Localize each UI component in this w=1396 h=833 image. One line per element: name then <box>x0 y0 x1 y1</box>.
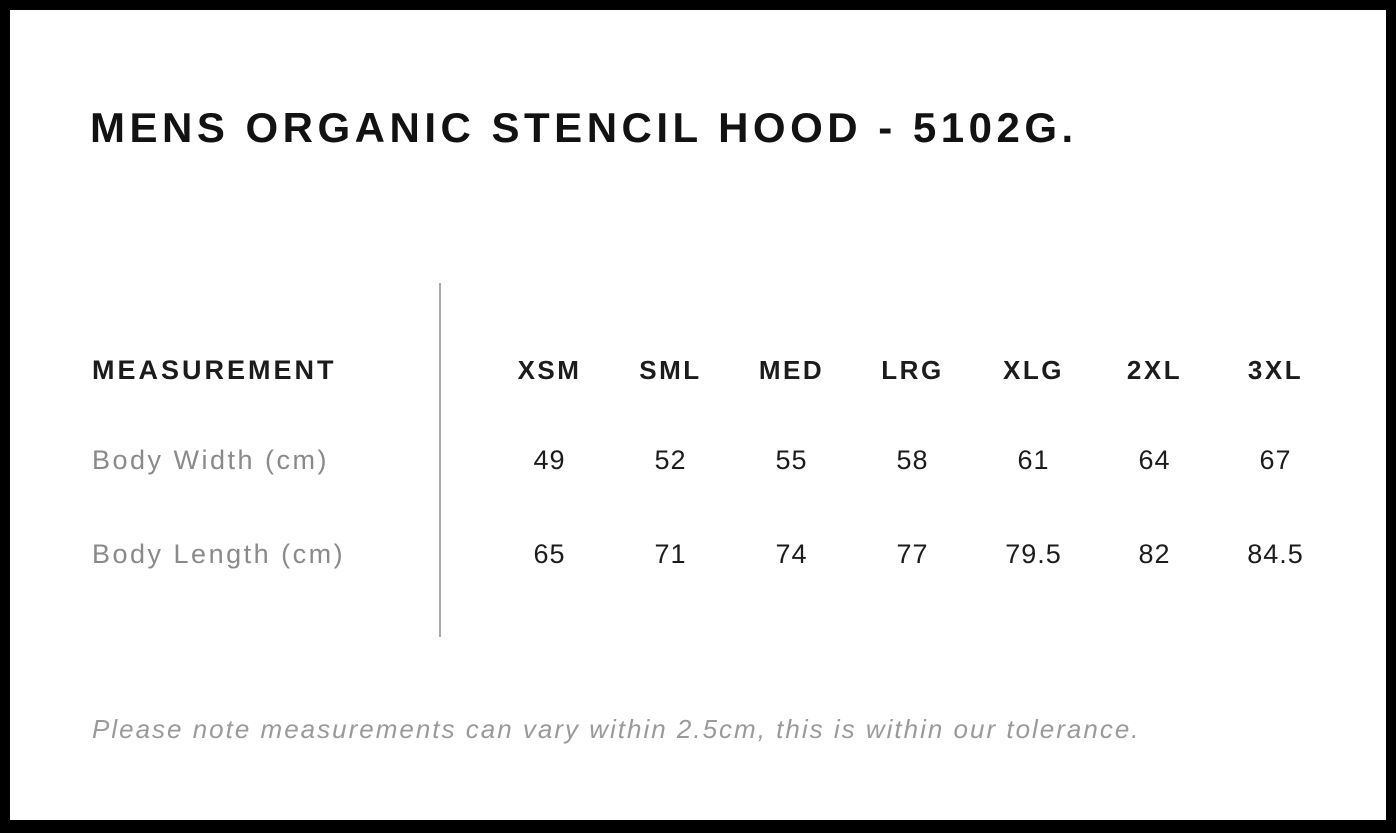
body-width-value-xlg: 61 <box>1017 444 1050 475</box>
body-length-value-lrg: 77 <box>896 538 929 569</box>
body-length-value-2xl: 82 <box>1138 538 1171 569</box>
size-table-header-row <box>92 350 1336 390</box>
size-column-header-xsm: XSM <box>517 354 582 385</box>
frame-border-right <box>1386 0 1396 833</box>
body-length-value-3xl: 84.5 <box>1247 538 1304 569</box>
size-column-header-sml: SML <box>639 354 702 385</box>
size-column-header-xlg: XLG <box>1003 354 1064 385</box>
size-column-header-2xl: 2XL <box>1126 354 1183 385</box>
body-width-value-2xl: 64 <box>1138 444 1171 475</box>
tolerance-footnote: Please note measurements can vary within 2.5cm, this is within our tolerance. <box>92 714 1141 744</box>
body-length-value-xlg: 79.5 <box>1005 538 1062 569</box>
body-length-value-med: 74 <box>775 538 808 569</box>
row-label-body-length: Body Length (cm) <box>92 538 346 569</box>
measurement-column-header: MEASUREMENT <box>92 354 337 385</box>
body-width-value-sml: 52 <box>654 444 687 475</box>
table-row-body-width <box>92 440 1336 480</box>
frame-border-left <box>0 0 10 833</box>
size-column-header-med: MED <box>758 354 825 385</box>
size-column-header-lrg: LRG <box>881 354 944 385</box>
frame-border-top <box>0 0 1396 10</box>
body-width-value-lrg: 58 <box>896 444 929 475</box>
table-row-body-length <box>92 534 1336 574</box>
body-width-value-3xl: 67 <box>1259 444 1292 475</box>
frame-border-bottom <box>0 820 1396 833</box>
size-column-header-3xl: 3XL <box>1247 354 1304 385</box>
body-length-value-xsm: 65 <box>533 538 566 569</box>
body-width-value-xsm: 49 <box>533 444 566 475</box>
body-length-value-sml: 71 <box>654 538 687 569</box>
row-label-body-width: Body Width (cm) <box>92 444 330 475</box>
body-width-value-med: 55 <box>775 444 808 475</box>
product-title: MENS ORGANIC STENCIL HOOD - 5102G. <box>90 104 1078 151</box>
